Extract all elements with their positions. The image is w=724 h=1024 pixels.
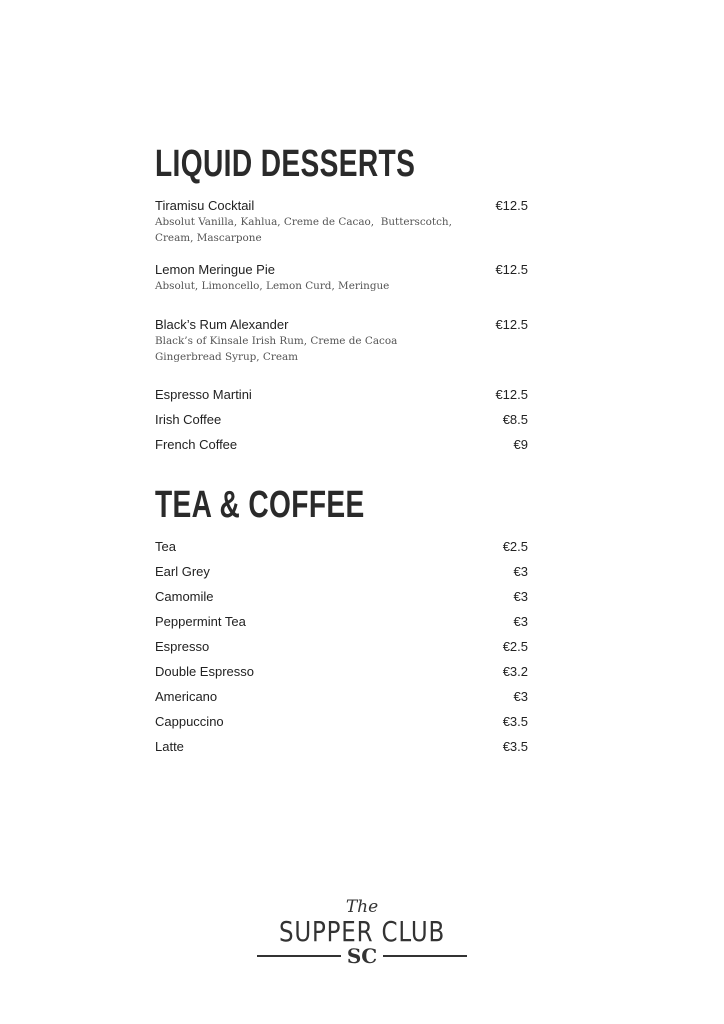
menu-item-name: Latte: [155, 739, 184, 754]
menu-item-name: Double Espresso: [155, 664, 254, 679]
menu-item: [155, 639, 528, 655]
menu-item: [155, 714, 528, 730]
menu-item-row: [155, 739, 528, 755]
menu-item-description: Black’s of Kinsale Irish Rum, Creme de Cacoa Gingerbread Syrup, Cream: [155, 335, 398, 363]
menu-item-price: €12.5: [495, 198, 528, 213]
menu-item: [155, 437, 528, 453]
menu-item: [155, 589, 528, 605]
menu-item-name: Irish Coffee: [155, 412, 222, 427]
menu-item-name: Americano: [155, 689, 218, 704]
menu-item-row: [155, 714, 528, 730]
menu-item-price: €3.2: [502, 664, 528, 679]
menu-item-price: €12.5: [495, 317, 528, 332]
menu-item: [155, 198, 528, 246]
menu-item-price: €3: [513, 564, 528, 579]
menu-item-row: [155, 639, 528, 655]
menu-item: [155, 412, 528, 428]
menu-item-name: Tea: [155, 539, 176, 554]
menu-item-row: [155, 262, 528, 278]
logo-divider: [257, 955, 341, 957]
menu-item: [155, 262, 528, 294]
menu-item-row: [155, 198, 528, 214]
menu-item-name: Black’s Rum Alexander: [155, 317, 289, 332]
menu-item-price: €3: [513, 689, 528, 704]
menu-item-row: [155, 664, 528, 680]
menu-item-row: [155, 317, 528, 333]
menu-item-price: €8.5: [502, 412, 528, 427]
menu-item-row: [155, 614, 528, 630]
menu-item-price: €12.5: [495, 387, 528, 402]
menu-item-price: €3.5: [502, 714, 528, 729]
menu-item-description: Absolut, Limoncello, Lemon Curd, Meringue: [155, 280, 390, 292]
menu-item: [155, 387, 528, 403]
menu-item-description: Absolut Vanilla, Kahlua, Creme de Cacao, Butterscotch, Cream, Mascarpone: [155, 216, 452, 244]
menu-item: [155, 689, 528, 705]
menu-item-name: Tiramisu Cocktail: [155, 198, 255, 213]
menu-item-name: Earl Grey: [155, 564, 210, 579]
section-title-liquid-desserts: LIQUID DESSERTS: [155, 143, 416, 185]
logo-monogram: SC: [346, 944, 378, 968]
logo-name: SUPPER CLUB: [278, 915, 446, 948]
supper-club-logo: [257, 898, 467, 966]
menu-item-name: Cappuccino: [155, 714, 224, 729]
logo-bottom: [257, 946, 467, 966]
menu-item-row: [155, 539, 528, 555]
menu-item: [155, 739, 528, 755]
menu-item: [155, 614, 528, 630]
menu-item: [155, 564, 528, 580]
menu-item-name: Peppermint Tea: [155, 614, 246, 629]
menu-item: [155, 539, 528, 555]
menu-item-name: Lemon Meringue Pie: [155, 262, 275, 277]
menu-item: [155, 317, 528, 365]
menu-item: [155, 664, 528, 680]
menu-item-price: €12.5: [495, 262, 528, 277]
menu-item-row: [155, 412, 528, 428]
menu-item-name: Camomile: [155, 589, 214, 604]
menu-item-row: [155, 689, 528, 705]
menu-item-price: €2.5: [502, 639, 528, 654]
menu-item-price: €2.5: [502, 539, 528, 554]
menu-item-row: [155, 589, 528, 605]
menu-item-row: [155, 437, 528, 453]
menu-item-name: French Coffee: [155, 437, 238, 452]
menu-item-name: Espresso Martini: [155, 387, 252, 402]
menu-item-price: €9: [513, 437, 528, 452]
menu-item-price: €3: [513, 614, 528, 629]
section-title-tea-coffee: TEA & COFFEE: [155, 484, 365, 526]
menu-item-row: [155, 564, 528, 580]
menu-item-price: €3.5: [502, 739, 528, 754]
logo-the: The: [345, 897, 379, 917]
menu-item-price: €3: [513, 589, 528, 604]
menu-item-row: [155, 387, 528, 403]
menu-item-name: Espresso: [155, 639, 210, 654]
logo-divider: [383, 955, 467, 957]
